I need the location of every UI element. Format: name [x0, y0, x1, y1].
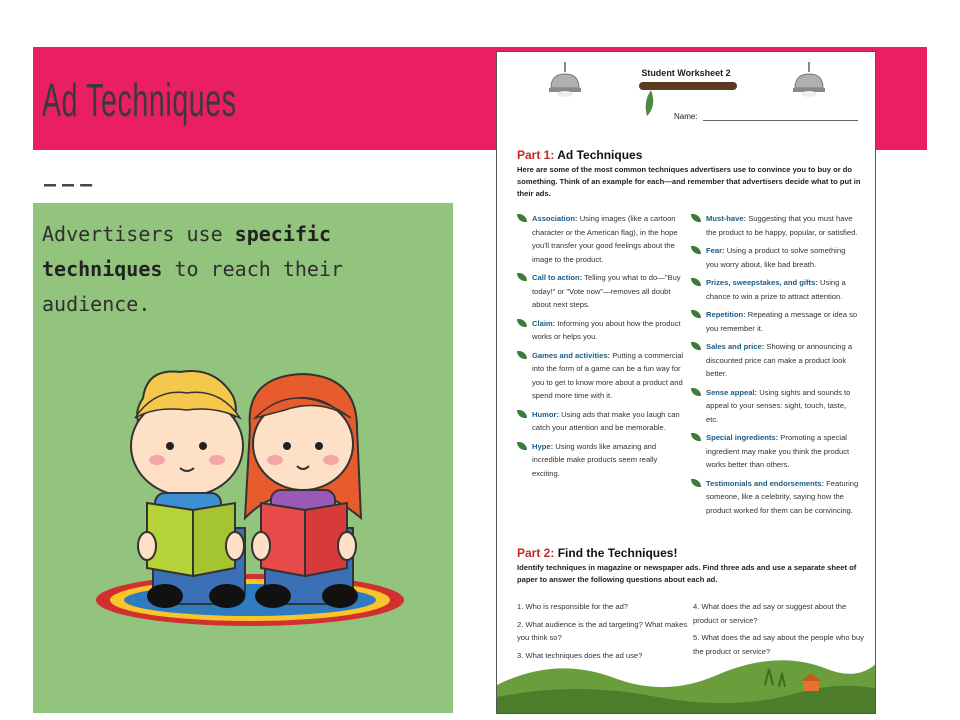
- technique-description: Repeating a message or idea so you remember it.: [706, 310, 858, 333]
- technique-description: Suggesting that you must have the product to be happy, popular, or satisfied.: [706, 214, 858, 237]
- technique-name: Games and activities:: [532, 350, 611, 360]
- technique-description: Featuring someone, like a celebrity, saying how the product worked for them can be convincing.: [706, 478, 859, 515]
- leaf-bullet-icon: [691, 342, 701, 350]
- leaf-bullet-icon: [691, 433, 701, 441]
- leaf-bullet-icon: [517, 442, 527, 450]
- intro-text-bold: specific techniques: [42, 222, 331, 281]
- technique-description: Using images (like a cartoon character or the American flag), in the hope you'll transfer your good feelings about the image to the product.: [532, 214, 678, 264]
- technique-description: Putting a commercial into the form of a game can be a fun way for you to get to know more about a product and spend more time with it.: [532, 350, 684, 400]
- technique-item: [517, 349, 685, 403]
- technique-item: [691, 386, 859, 427]
- intro-text-end: to reach their audience.: [42, 257, 344, 316]
- technique-name: Sales and price:: [706, 342, 765, 351]
- part2-number: Part 2:: [517, 546, 555, 560]
- technique-description: Showing or announcing a discounted price can make a product look better.: [706, 342, 853, 378]
- grass-hills-illustration: [497, 645, 876, 713]
- technique-description: Using a chance to win a prize to attract attention.: [706, 278, 846, 301]
- technique-description: Informing you about how the product works or helps you.: [532, 318, 681, 341]
- part2-title: Find the Techniques!: [557, 546, 678, 560]
- technique-description: Telling you what to do—"Buy today!" or "Vote now"—removes all doubt about next steps.: [532, 273, 681, 309]
- leaf-bullet-icon: [517, 273, 527, 281]
- leaf-bullet-icon: [691, 310, 701, 318]
- technique-description: Using a product to solve something you worry about, like bad breath.: [706, 246, 846, 269]
- part1-number: Part 1:: [517, 148, 555, 162]
- leaf-bullet-icon: [517, 351, 527, 359]
- technique-description: Using ads that make you laugh can catch your attention and be memorable.: [532, 409, 680, 432]
- leaf-bullet-icon: [691, 278, 701, 286]
- part1-intro: Here are some of the most common techniques advertisers use to convince you to buy or do something. Think of an example for each—and remember that advertisers decide what to put in their ads.: [517, 165, 861, 198]
- technique-name: Must-have:: [706, 214, 747, 223]
- technique-name: Humor:: [532, 409, 559, 419]
- leaf-bullet-icon: [517, 319, 527, 327]
- kids-reading-illustration: [95, 368, 405, 630]
- techniques-left-column: [517, 212, 685, 485]
- technique-item: [691, 477, 859, 518]
- techniques-right-column: [691, 212, 859, 522]
- leaf-bullet-icon: [517, 214, 527, 222]
- technique-item: [691, 431, 859, 472]
- technique-name: Association:: [532, 214, 578, 223]
- question-item: 5. What does the ad say about the people who buy the product or service?: [693, 633, 864, 656]
- part2-heading: [517, 546, 677, 560]
- name-field-line: [703, 120, 858, 121]
- technique-name: Special ingredients:: [706, 433, 779, 442]
- question-item: 1. Who is responsible for the ad?: [517, 602, 629, 611]
- leaf-bullet-icon: [691, 388, 701, 396]
- technique-item: [691, 340, 859, 381]
- student-worksheet: [496, 51, 876, 714]
- slide-title: Ad Techniques: [42, 74, 237, 126]
- leaf-bullet-icon: [691, 214, 701, 222]
- technique-item: [517, 317, 685, 344]
- intro-text-start: Advertisers use: [42, 222, 235, 246]
- technique-name: Repetition:: [706, 310, 746, 319]
- technique-description: Using words like amazing and incredible make products seem really exciting.: [532, 441, 658, 478]
- technique-name: Sense appeal:: [706, 387, 758, 397]
- technique-name: Call to action:: [532, 273, 583, 282]
- technique-item: [517, 212, 685, 266]
- name-label: Name:: [674, 112, 698, 121]
- part2-intro: Identify techniques in magazine or newspaper ads. Find three ads and use a separate sheet of paper to answer the following questions about each ad.: [517, 563, 857, 584]
- intro-text: [42, 217, 452, 322]
- title-underline-dashes: ———: [44, 172, 99, 196]
- technique-item: [691, 308, 859, 335]
- question-item: 3. What techniques does the ad use?: [517, 650, 643, 660]
- technique-item: [517, 271, 685, 312]
- technique-item: [691, 276, 859, 303]
- technique-name: Hype:: [532, 441, 554, 451]
- technique-item: [517, 440, 685, 481]
- technique-item: [691, 244, 859, 271]
- technique-name: Prizes, sweepstakes, and gifts:: [706, 278, 818, 287]
- leaf-bullet-icon: [691, 479, 701, 487]
- worksheet-title: Student Worksheet 2: [641, 68, 731, 78]
- part1-title: Ad Techniques: [557, 148, 643, 162]
- leaf-bullet-icon: [691, 246, 701, 254]
- leaf-bullet-icon: [517, 410, 527, 418]
- technique-description: Promoting a special ingredient may make you think the product works better than others.: [706, 433, 850, 469]
- technique-description: Using sights and sounds to appeal to your senses: sight, touch, taste, etc.: [706, 387, 851, 424]
- technique-name: Claim:: [532, 318, 556, 328]
- part1-heading: [517, 148, 642, 162]
- technique-item: [517, 408, 685, 435]
- technique-name: Fear:: [706, 246, 725, 255]
- question-item: 4. What does the ad say or suggest about the product or service?: [693, 602, 847, 625]
- question-item: 2. What audience is the ad targeting? What makes you think so?: [517, 619, 688, 642]
- technique-name: Testimonials and endorsements:: [706, 478, 825, 488]
- technique-item: [691, 212, 859, 239]
